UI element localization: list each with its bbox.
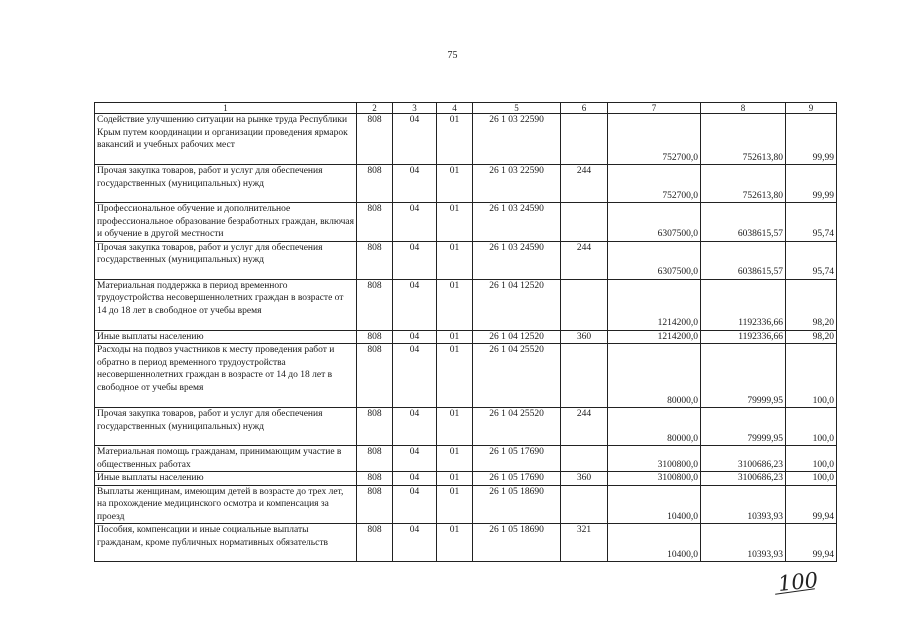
expense-type-code [561, 446, 608, 472]
subsection-code: 01 [437, 165, 473, 203]
subsection-code: 01 [437, 485, 473, 524]
planned-amount: 10400,0 [608, 524, 701, 562]
subsection-code: 01 [437, 408, 473, 446]
row-name: Прочая закупка товаров, работ и услуг для обеспечения государственных (муниципальных) нужд [95, 165, 357, 203]
planned-amount: 752700,0 [608, 165, 701, 203]
budget-table [94, 102, 837, 562]
handwritten-page-mark: 100 [776, 567, 820, 597]
expense-type-code: 321 [561, 524, 608, 562]
expense-type-code [561, 485, 608, 524]
expense-type-code [561, 203, 608, 242]
ministry-code: 808 [357, 344, 393, 408]
planned-amount: 80000,0 [608, 408, 701, 446]
expense-type-code: 244 [561, 241, 608, 279]
actual-amount: 3100686,23 [701, 446, 786, 472]
target-article-code: 26 1 05 17690 [473, 472, 561, 486]
actual-amount: 3100686,23 [701, 472, 786, 486]
header-cell: 6 [561, 103, 608, 114]
ministry-code: 808 [357, 114, 393, 165]
target-article-code: 26 1 05 17690 [473, 446, 561, 472]
header-cell: 8 [701, 103, 786, 114]
actual-amount: 79999,95 [701, 344, 786, 408]
target-article-code: 26 1 03 24590 [473, 203, 561, 242]
section-code: 04 [393, 279, 437, 330]
target-article-code: 26 1 04 25520 [473, 344, 561, 408]
actual-amount: 6038615,57 [701, 203, 786, 242]
row-name: Материальная поддержка в период временного трудоустройства несовершеннолетних граждан в возрасте от 14 до 18 лет в свободное от учебы время [95, 279, 357, 330]
header-cell: 3 [393, 103, 437, 114]
row-name: Профессиональное обучение и дополнительное профессиональное образование безработных граждан, включая и обучение в другой местности [95, 203, 357, 242]
execution-percent: 98,20 [786, 279, 837, 330]
execution-percent: 99,94 [786, 524, 837, 562]
planned-amount: 752700,0 [608, 114, 701, 165]
execution-percent: 95,74 [786, 241, 837, 279]
actual-amount: 10393,93 [701, 524, 786, 562]
section-code: 04 [393, 472, 437, 486]
planned-amount: 1214200,0 [608, 279, 701, 330]
subsection-code: 01 [437, 241, 473, 279]
execution-percent: 99,94 [786, 485, 837, 524]
section-code: 04 [393, 524, 437, 562]
actual-amount: 752613,80 [701, 114, 786, 165]
page-number: 75 [447, 50, 458, 61]
ministry-code: 808 [357, 330, 393, 344]
execution-percent: 99,99 [786, 165, 837, 203]
section-code: 04 [393, 485, 437, 524]
section-code: 04 [393, 165, 437, 203]
section-code: 04 [393, 344, 437, 408]
planned-amount: 6307500,0 [608, 203, 701, 242]
expense-type-code [561, 344, 608, 408]
expense-type-code: 360 [561, 330, 608, 344]
table-row [95, 344, 837, 408]
execution-percent: 98,20 [786, 330, 837, 344]
subsection-code: 01 [437, 279, 473, 330]
target-article-code: 26 1 04 25520 [473, 408, 561, 446]
target-article-code: 26 1 04 12520 [473, 330, 561, 344]
expense-type-code: 244 [561, 408, 608, 446]
ministry-code: 808 [357, 472, 393, 486]
execution-percent: 100,0 [786, 472, 837, 486]
expense-type-code [561, 114, 608, 165]
table-row [95, 114, 837, 165]
actual-amount: 1192336,66 [701, 279, 786, 330]
table-row [95, 472, 837, 486]
execution-percent: 95,74 [786, 203, 837, 242]
row-name: Выплаты женщинам, имеющим детей в возрасте до трех лет, на прохождение медицинского осмотра и компенсация за проезд [95, 485, 357, 524]
expense-type-code [561, 279, 608, 330]
execution-percent: 100,0 [786, 446, 837, 472]
subsection-code: 01 [437, 344, 473, 408]
header-cell: 9 [786, 103, 837, 114]
section-code: 04 [393, 408, 437, 446]
row-name: Расходы на подвоз участников к месту проведения работ и обратно в период временного трудоустройства несовершеннолетних граждан в возрасте от 14 до 18 лет в свободное от учебы время [95, 344, 357, 408]
planned-amount: 1214200,0 [608, 330, 701, 344]
table-row [95, 165, 837, 203]
ministry-code: 808 [357, 446, 393, 472]
expense-type-code: 244 [561, 165, 608, 203]
subsection-code: 01 [437, 203, 473, 242]
table-row [95, 330, 837, 344]
planned-amount: 80000,0 [608, 344, 701, 408]
actual-amount: 10393,93 [701, 485, 786, 524]
ministry-code: 808 [357, 408, 393, 446]
target-article-code: 26 1 05 18690 [473, 524, 561, 562]
row-name: Прочая закупка товаров, работ и услуг для обеспечения государственных (муниципальных) нужд [95, 408, 357, 446]
section-code: 04 [393, 241, 437, 279]
section-code: 04 [393, 203, 437, 242]
target-article-code: 26 1 05 18690 [473, 485, 561, 524]
planned-amount: 10400,0 [608, 485, 701, 524]
subsection-code: 01 [437, 446, 473, 472]
header-row [95, 103, 837, 114]
execution-percent: 99,99 [786, 114, 837, 165]
header-cell: 2 [357, 103, 393, 114]
subsection-code: 01 [437, 524, 473, 562]
planned-amount: 3100800,0 [608, 472, 701, 486]
target-article-code: 26 1 03 24590 [473, 241, 561, 279]
ministry-code: 808 [357, 524, 393, 562]
subsection-code: 01 [437, 472, 473, 486]
header-cell: 7 [608, 103, 701, 114]
execution-percent: 100,0 [786, 408, 837, 446]
header-cell: 4 [437, 103, 473, 114]
target-article-code: 26 1 03 22590 [473, 114, 561, 165]
section-code: 04 [393, 446, 437, 472]
header-cell: 5 [473, 103, 561, 114]
actual-amount: 1192336,66 [701, 330, 786, 344]
actual-amount: 6038615,57 [701, 241, 786, 279]
subsection-code: 01 [437, 330, 473, 344]
execution-percent: 100,0 [786, 344, 837, 408]
table-row [95, 485, 837, 524]
table-row [95, 524, 837, 562]
row-name: Иные выплаты населению [95, 330, 357, 344]
table-row [95, 446, 837, 472]
table-row [95, 408, 837, 446]
expense-type-code: 360 [561, 472, 608, 486]
actual-amount: 752613,80 [701, 165, 786, 203]
ministry-code: 808 [357, 241, 393, 279]
target-article-code: 26 1 03 22590 [473, 165, 561, 203]
table-row [95, 279, 837, 330]
actual-amount: 79999,95 [701, 408, 786, 446]
planned-amount: 3100800,0 [608, 446, 701, 472]
header-cell: 1 [95, 103, 357, 114]
ministry-code: 808 [357, 203, 393, 242]
subsection-code: 01 [437, 114, 473, 165]
row-name: Содействие улучшению ситуации на рынке труда Республики Крым путем координации и организации проведения ярмарок вакансий и учебных рабочих мест [95, 114, 357, 165]
ministry-code: 808 [357, 279, 393, 330]
row-name: Прочая закупка товаров, работ и услуг для обеспечения государственных (муниципальных) нужд [95, 241, 357, 279]
target-article-code: 26 1 04 12520 [473, 279, 561, 330]
ministry-code: 808 [357, 165, 393, 203]
row-name: Пособия, компенсации и иные социальные выплаты гражданам, кроме публичных нормативных обязательств [95, 524, 357, 562]
table-row [95, 203, 837, 242]
section-code: 04 [393, 330, 437, 344]
row-name: Иные выплаты населению [95, 472, 357, 486]
table-row [95, 241, 837, 279]
section-code: 04 [393, 114, 437, 165]
row-name: Материальная помощь гражданам, принимающим участие в общественных работах [95, 446, 357, 472]
planned-amount: 6307500,0 [608, 241, 701, 279]
ministry-code: 808 [357, 485, 393, 524]
